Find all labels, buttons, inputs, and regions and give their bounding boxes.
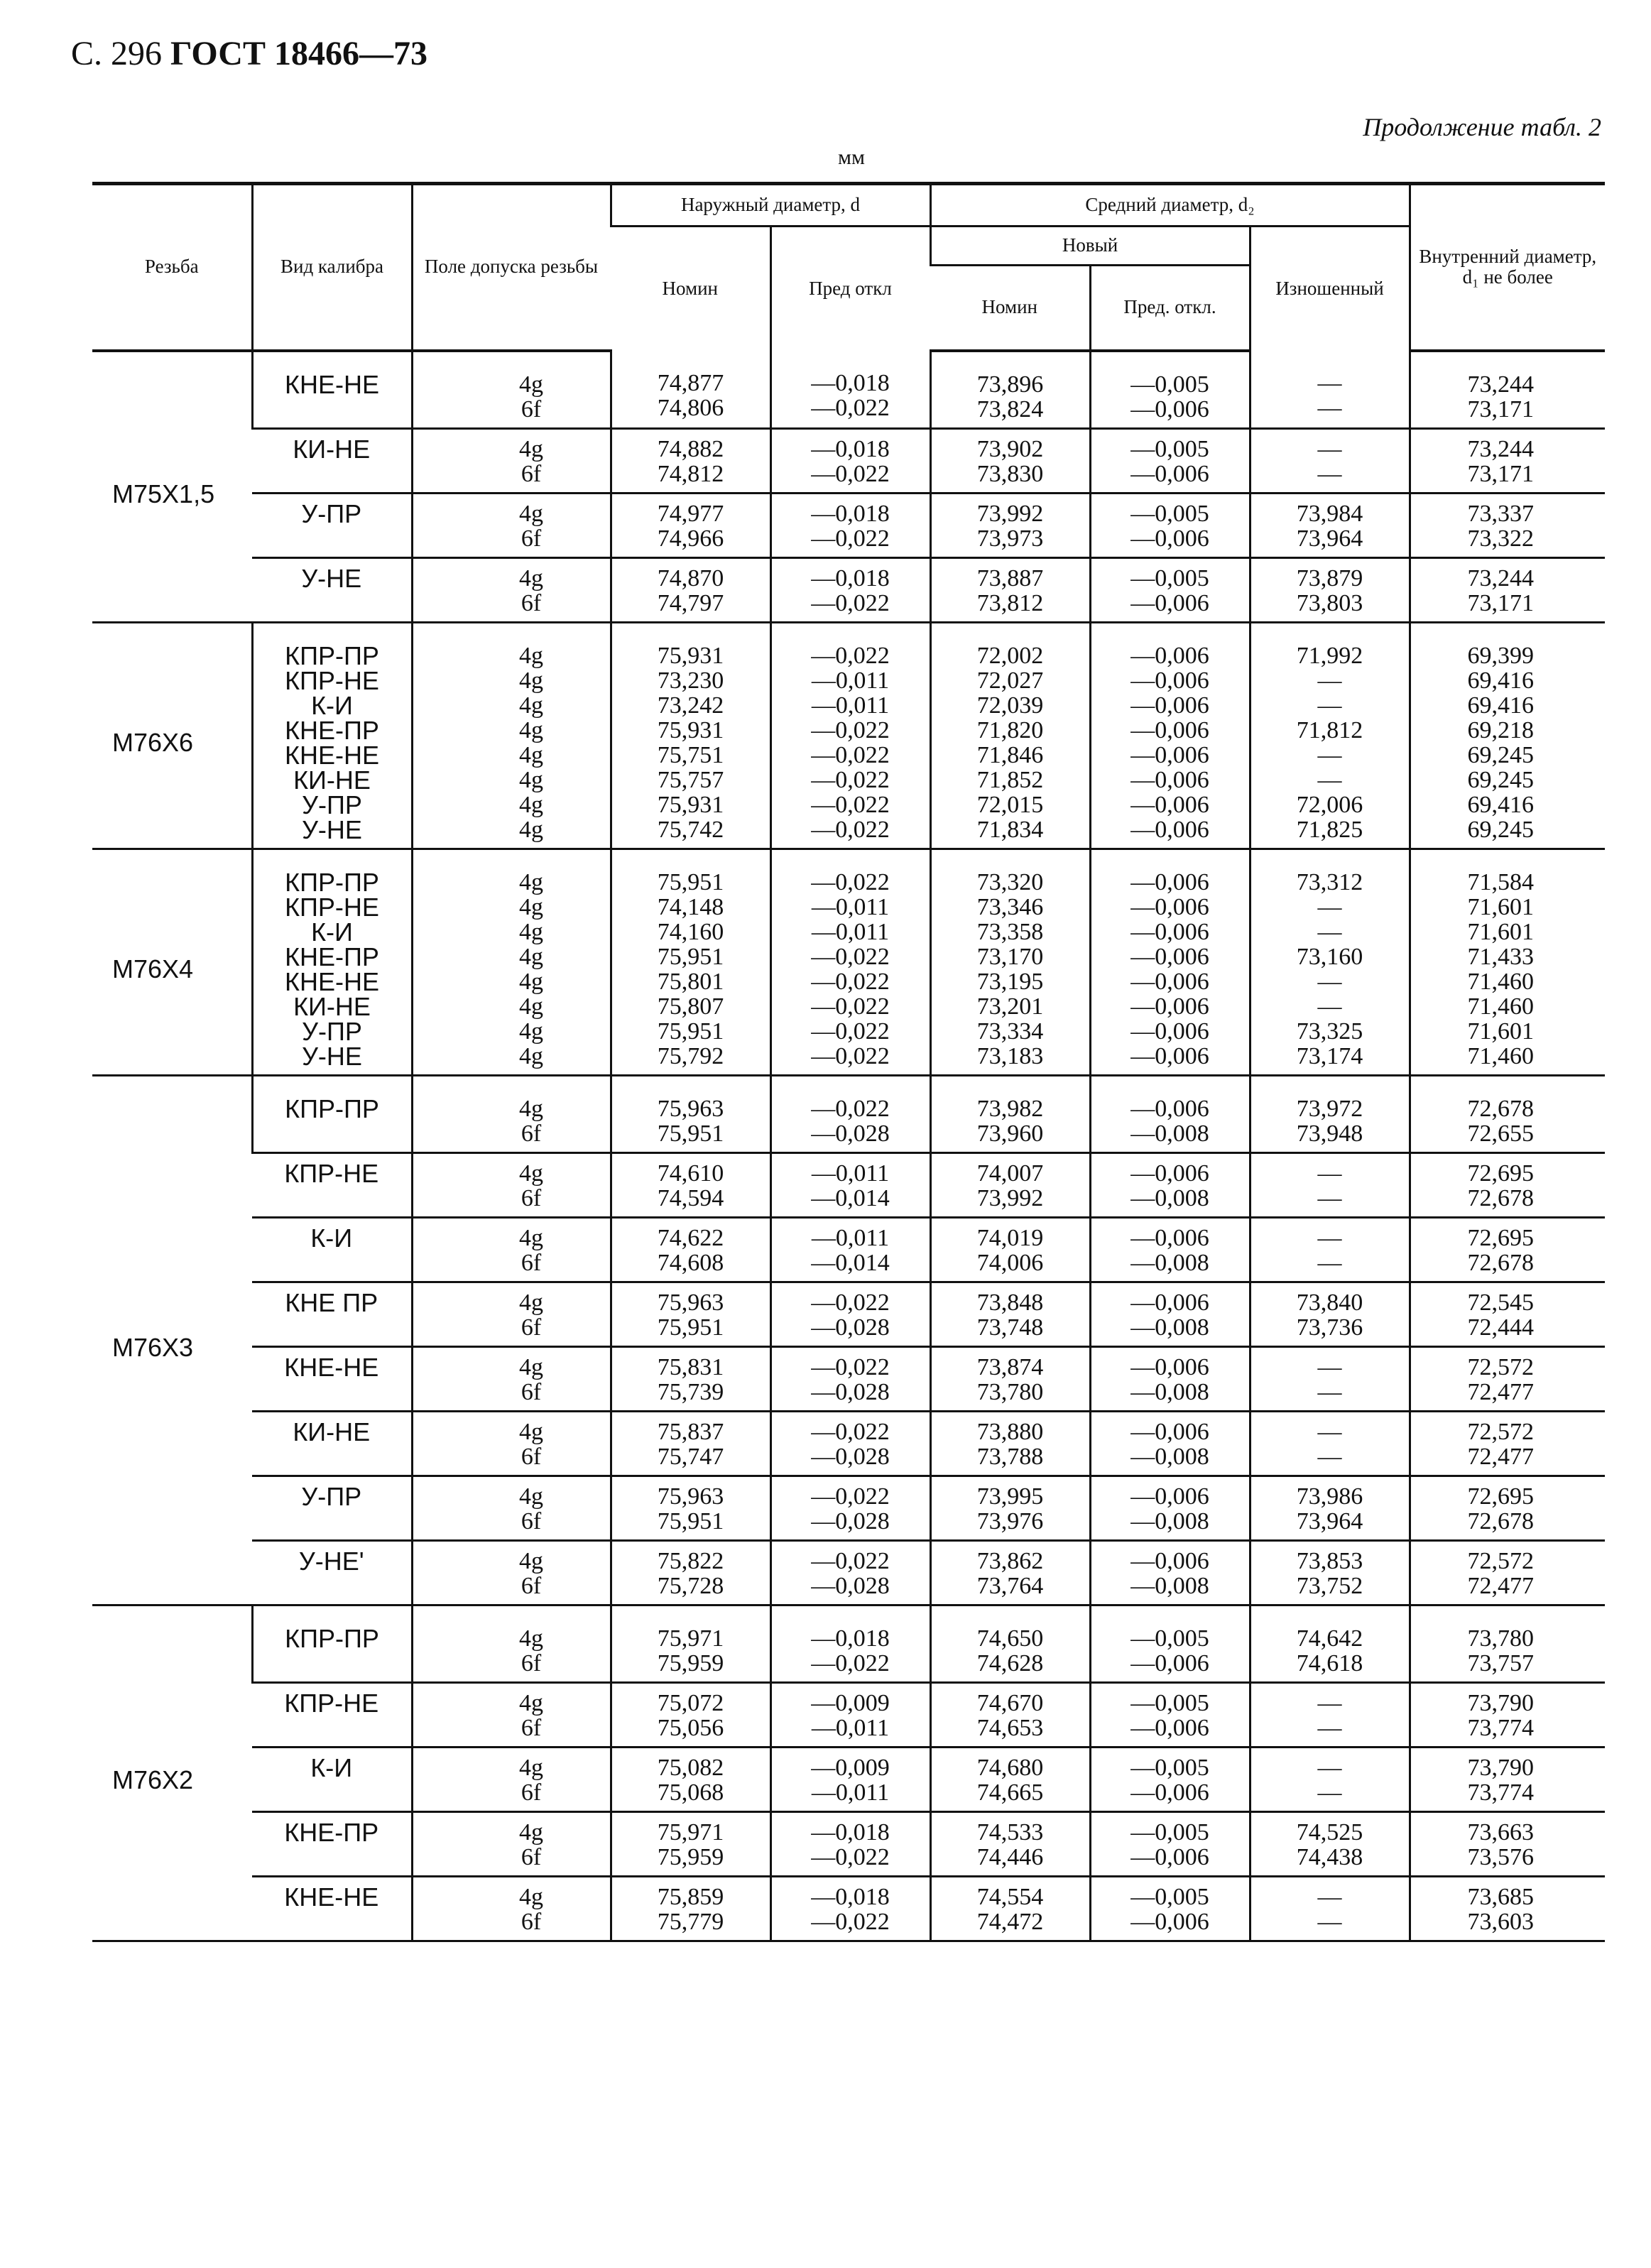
tolerance-cell: 4g 6f: [412, 428, 611, 493]
outer-deviation-cell: —0,022 —0,028: [770, 1075, 930, 1152]
mean-nominal-cell: 73,874 73,780: [930, 1346, 1090, 1411]
worn-cell: — —: [1250, 1682, 1410, 1747]
col-mean-nominal: Номин: [930, 266, 1090, 351]
mean-nominal-cell: 74,650 74,628: [930, 1605, 1090, 1682]
col-worn: Изношенный: [1250, 227, 1410, 351]
worn-cell: 73,312 — — 73,160 — — 73,325 73,174: [1250, 849, 1410, 1075]
outer-deviation-cell: —0,022 —0,028: [770, 1411, 930, 1476]
mean-deviation-cell: —0,006 —0,006 —0,006 —0,006 —0,006 —0,006 —0,006 —0,006: [1090, 622, 1250, 849]
worn-cell: — —: [1250, 1876, 1410, 1941]
inner-diameter-cell: 73,685 73,603: [1410, 1876, 1605, 1941]
tolerance-cell: 4g 6f: [412, 1476, 611, 1540]
gauge-type-cell: У-НЕ': [252, 1540, 412, 1605]
worn-cell: 74,525 74,438: [1250, 1811, 1410, 1876]
outer-deviation-cell: —0,022 —0,028: [770, 1476, 930, 1540]
gauge-type-cell: КПР-НЕ: [252, 1682, 412, 1747]
tolerance-cell: 4g 6f: [412, 1346, 611, 1411]
worn-cell: 73,986 73,964: [1250, 1476, 1410, 1540]
inner-diameter-cell: 72,678 72,655: [1410, 1075, 1605, 1152]
tolerance-cell: 4g 4g 4g 4g 4g 4g 4g 4g: [412, 849, 611, 1075]
tolerance-cell: 4g 4g 4g 4g 4g 4g 4g 4g: [412, 622, 611, 849]
outer-nominal-cell: 74,622 74,608: [611, 1217, 770, 1282]
tolerance-cell: 4g 6f: [412, 1152, 611, 1217]
table-row: [92, 1075, 1605, 1152]
mean-nominal-cell: 73,862 73,764: [930, 1540, 1090, 1605]
worn-cell: — —: [1250, 351, 1410, 429]
tolerance-cell: 4g 6f: [412, 493, 611, 557]
mean-deviation-cell: —0,005 —0,006: [1090, 1811, 1250, 1876]
mean-deviation-cell: —0,005 —0,006: [1090, 1747, 1250, 1811]
tolerance-cell: 4g 6f: [412, 1747, 611, 1811]
inner-diameter-cell: 73,790 73,774: [1410, 1747, 1605, 1811]
mean-deviation-cell: —0,006 —0,008: [1090, 1282, 1250, 1346]
mean-deviation-cell: —0,005 —0,006: [1090, 351, 1250, 429]
outer-deviation-cell: —0,022 —0,011 —0,011 —0,022 —0,022 —0,022 —0,022 —0,022: [770, 849, 930, 1075]
gauge-type-cell: У-НЕ: [252, 557, 412, 622]
mean-nominal-cell: 73,320 73,346 73,358 73,170 73,195 73,201 73,334 73,183: [930, 849, 1090, 1075]
outer-nominal-cell: 74,977 74,966: [611, 493, 770, 557]
worn-cell: 73,840 73,736: [1250, 1282, 1410, 1346]
tolerance-cell: 4g 6f: [412, 351, 611, 429]
col-new: Новый: [930, 227, 1250, 266]
tolerance-cell: 4g 6f: [412, 1811, 611, 1876]
gauge-type-cell: КНЕ-НЕ: [252, 1876, 412, 1941]
col-tolerance: Поле допуска резьбы: [412, 184, 611, 351]
mean-deviation-cell: —0,006 —0,008: [1090, 1075, 1250, 1152]
col-thread: Резьба: [92, 184, 252, 351]
mean-nominal-cell: 74,019 74,006: [930, 1217, 1090, 1282]
outer-deviation-cell: —0,022 —0,028: [770, 1282, 930, 1346]
gauge-type-cell: КНЕ-ПР: [252, 1811, 412, 1876]
worn-cell: — —: [1250, 1217, 1410, 1282]
outer-deviation-cell: —0,018 —0,022: [770, 1605, 930, 1682]
mean-nominal-cell: 73,887 73,812: [930, 557, 1090, 622]
mean-deviation-cell: —0,006 —0,008: [1090, 1540, 1250, 1605]
mean-deviation-cell: —0,005 —0,006: [1090, 493, 1250, 557]
thread-cell: М76Х4: [92, 849, 252, 1075]
worn-cell: 74,642 74,618: [1250, 1605, 1410, 1682]
tolerance-cell: 4g 6f: [412, 1605, 611, 1682]
tolerance-cell: 4g 6f: [412, 1540, 611, 1605]
gauge-type-cell: КПР-ПР: [252, 1075, 412, 1152]
standard-title: ГОСТ 18466—73: [170, 35, 427, 72]
mean-deviation-cell: —0,006 —0,008: [1090, 1152, 1250, 1217]
table-row: [92, 351, 1605, 429]
worn-cell: 73,853 73,752: [1250, 1540, 1410, 1605]
mean-nominal-cell: 73,848 73,748: [930, 1282, 1090, 1346]
gauge-type-cell: КИ-НЕ: [252, 1411, 412, 1476]
inner-diameter-cell: 72,695 72,678: [1410, 1217, 1605, 1282]
gauge-type-cell: КНЕ-НЕ: [252, 1346, 412, 1411]
mean-nominal-cell: 73,992 73,973: [930, 493, 1090, 557]
table-row: [92, 622, 1605, 849]
inner-diameter-cell: 72,545 72,444: [1410, 1282, 1605, 1346]
gauge-type-cell: У-ПР: [252, 493, 412, 557]
inner-diameter-cell: 71,584 71,601 71,601 71,433 71,460 71,460 71,601 71,460: [1410, 849, 1605, 1075]
mean-nominal-cell: 73,896 73,824: [930, 351, 1090, 429]
mean-deviation-cell: —0,005 —0,006: [1090, 1682, 1250, 1747]
mean-nominal-cell: 73,982 73,960: [930, 1075, 1090, 1152]
mean-nominal-cell: 74,670 74,653: [930, 1682, 1090, 1747]
col-mean-deviation: Пред. откл.: [1090, 266, 1250, 351]
gauge-type-cell: У-ПР: [252, 1476, 412, 1540]
col-outer-deviation: Пред откл: [770, 227, 930, 351]
outer-nominal-cell: 74,882 74,812: [611, 428, 770, 493]
outer-nominal-cell: 75,072 75,056: [611, 1682, 770, 1747]
mean-nominal-cell: 73,880 73,788: [930, 1411, 1090, 1476]
mean-deviation-cell: —0,006 —0,006 —0,006 —0,006 —0,006 —0,006 —0,006 —0,006: [1090, 849, 1250, 1075]
gauge-type-cell: КПР-ПР КПР-НЕ К-И КНЕ-ПР КНЕ-НЕ КИ-НЕ У-ПР У-НЕ: [252, 622, 412, 849]
tolerance-cell: 4g 6f: [412, 1217, 611, 1282]
gauge-type-cell: К-И: [252, 1747, 412, 1811]
outer-nominal-cell: 74,877 74,806: [611, 351, 770, 429]
worn-cell: — —: [1250, 1411, 1410, 1476]
mean-nominal-cell: 74,533 74,446: [930, 1811, 1090, 1876]
gauge-type-cell: КПР-ПР: [252, 1605, 412, 1682]
inner-diameter-cell: 72,695 72,678: [1410, 1476, 1605, 1540]
outer-nominal-cell: 75,963 75,951: [611, 1075, 770, 1152]
col-outer-diameter: Наружный диаметр, d: [611, 184, 930, 227]
mean-deviation-cell: —0,006 —0,008: [1090, 1476, 1250, 1540]
outer-deviation-cell: —0,018 —0,022: [770, 493, 930, 557]
outer-nominal-cell: 75,951 74,148 74,160 75,951 75,801 75,807 75,951 75,792: [611, 849, 770, 1075]
inner-diameter-cell: 69,399 69,416 69,416 69,218 69,245 69,245 69,416 69,245: [1410, 622, 1605, 849]
mean-deviation-cell: —0,006 —0,008: [1090, 1346, 1250, 1411]
table-row: [92, 1282, 1605, 1346]
inner-diameter-cell: 72,572 72,477: [1410, 1346, 1605, 1411]
table-row: [92, 1411, 1605, 1476]
mean-nominal-cell: 74,007 73,992: [930, 1152, 1090, 1217]
table-row: [92, 1682, 1605, 1747]
tolerance-cell: 4g 6f: [412, 1411, 611, 1476]
page-number: С. 296: [71, 35, 163, 72]
tolerance-cell: 4g 6f: [412, 1075, 611, 1152]
outer-deviation-cell: —0,022 —0,011 —0,011 —0,022 —0,022 —0,022 —0,022 —0,022: [770, 622, 930, 849]
mean-deviation-cell: —0,005 —0,006: [1090, 1876, 1250, 1941]
thread-cell: М76Х6: [92, 622, 252, 849]
outer-nominal-cell: 74,610 74,594: [611, 1152, 770, 1217]
col-gauge-type: Вид калибра: [252, 184, 412, 351]
table-row: [92, 849, 1605, 1075]
worn-cell: 73,984 73,964: [1250, 493, 1410, 557]
outer-nominal-cell: 75,082 75,068: [611, 1747, 770, 1811]
outer-nominal-cell: 74,870 74,797: [611, 557, 770, 622]
outer-deviation-cell: —0,018 —0,022: [770, 1811, 930, 1876]
worn-cell: — —: [1250, 1346, 1410, 1411]
table-row: [92, 1346, 1605, 1411]
gauge-type-cell: КПР-НЕ: [252, 1152, 412, 1217]
inner-diameter-cell: 72,572 72,477: [1410, 1411, 1605, 1476]
col-outer-nominal: Номин: [662, 277, 718, 299]
unit-label: мм: [838, 146, 865, 169]
table-row: [92, 1217, 1605, 1282]
mean-nominal-cell: 72,002 72,027 72,039 71,820 71,846 71,852 72,015 71,834: [930, 622, 1090, 849]
worn-cell: 73,879 73,803: [1250, 557, 1410, 622]
thread-cell: М75Х1,5: [92, 351, 252, 623]
inner-diameter-cell: 73,244 73,171: [1410, 557, 1605, 622]
gauge-type-cell: КНЕ ПР: [252, 1282, 412, 1346]
outer-deviation-cell: —0,018 —0,022: [770, 351, 930, 429]
mean-nominal-cell: 74,554 74,472: [930, 1876, 1090, 1941]
mean-deviation-cell: —0,005 —0,006: [1090, 428, 1250, 493]
worn-cell: — —: [1250, 1747, 1410, 1811]
tolerance-cell: 4g 6f: [412, 1282, 611, 1346]
table-row: [92, 1540, 1605, 1605]
page-header: [71, 34, 427, 73]
gauge-type-cell: КПР-ПР КПР-НЕ К-И КНЕ-ПР КНЕ-НЕ КИ-НЕ У-ПР У-НЕ: [252, 849, 412, 1075]
inner-diameter-cell: 73,244 73,171: [1410, 428, 1605, 493]
table-row: [92, 1747, 1605, 1811]
continuation-label: Продолжение табл. 2: [1363, 113, 1601, 141]
outer-nominal-cell: 75,822 75,728: [611, 1540, 770, 1605]
inner-diameter-cell: 73,663 73,576: [1410, 1811, 1605, 1876]
worn-cell: 71,992 — — 71,812 — — 72,006 71,825: [1250, 622, 1410, 849]
inner-diameter-cell: 73,780 73,757: [1410, 1605, 1605, 1682]
outer-deviation-cell: —0,018 —0,022: [770, 1876, 930, 1941]
outer-nominal-cell: 75,931 73,230 73,242 75,931 75,751 75,757 75,931 75,742: [611, 622, 770, 849]
tolerance-cell: 4g 6f: [412, 1876, 611, 1941]
outer-deviation-cell: —0,018 —0,022: [770, 557, 930, 622]
table-row: [92, 1605, 1605, 1682]
inner-diameter-cell: 73,790 73,774: [1410, 1682, 1605, 1747]
mean-nominal-cell: 74,680 74,665: [930, 1747, 1090, 1811]
gauge-type-cell: К-И: [252, 1217, 412, 1282]
table-row: [92, 493, 1605, 557]
table-row: [92, 557, 1605, 622]
thread-cell: М76Х3: [92, 1075, 252, 1605]
gauge-type-cell: КНЕ-НЕ: [252, 351, 412, 429]
mean-nominal-cell: 73,995 73,976: [930, 1476, 1090, 1540]
inner-diameter-cell: 73,244 73,171: [1410, 351, 1605, 429]
thread-cell: М76Х2: [92, 1605, 252, 1941]
inner-diameter-cell: 72,695 72,678: [1410, 1152, 1605, 1217]
outer-nominal-cell: 75,971 75,959: [611, 1605, 770, 1682]
worn-cell: 73,972 73,948: [1250, 1075, 1410, 1152]
worn-cell: — —: [1250, 1152, 1410, 1217]
gauge-type-cell: КИ-НЕ: [252, 428, 412, 493]
outer-deviation-cell: —0,018 —0,022: [770, 428, 930, 493]
col-mean-diameter: Средний диаметр, d₂: [930, 184, 1410, 227]
tolerance-cell: 4g 6f: [412, 557, 611, 622]
mean-nominal-cell: 73,902 73,830: [930, 428, 1090, 493]
gauge-table: [92, 182, 1605, 1942]
outer-deviation-cell: —0,011 —0,014: [770, 1217, 930, 1282]
table-row: [92, 1811, 1605, 1876]
worn-cell: — —: [1250, 428, 1410, 493]
mean-deviation-cell: —0,005 —0,006: [1090, 1605, 1250, 1682]
table-body: [92, 351, 1605, 1941]
inner-diameter-cell: 72,572 72,477: [1410, 1540, 1605, 1605]
inner-diameter-cell: 73,337 73,322: [1410, 493, 1605, 557]
table-row: [92, 1152, 1605, 1217]
outer-nominal-cell: 75,971 75,959: [611, 1811, 770, 1876]
table-row: [92, 1876, 1605, 1941]
table-row: [92, 1476, 1605, 1540]
mean-deviation-cell: —0,005 —0,006: [1090, 557, 1250, 622]
mean-deviation-cell: —0,006 —0,008: [1090, 1217, 1250, 1282]
table-row: [92, 428, 1605, 493]
outer-deviation-cell: —0,022 —0,028: [770, 1540, 930, 1605]
outer-nominal-cell: 75,963 75,951: [611, 1282, 770, 1346]
outer-nominal-cell: 75,859 75,779: [611, 1876, 770, 1941]
mean-deviation-cell: —0,006 —0,008: [1090, 1411, 1250, 1476]
tolerance-cell: 4g 6f: [412, 1682, 611, 1747]
col-inner-diameter: Внутренний диаметр, d₁ не более: [1410, 184, 1605, 351]
outer-deviation-cell: —0,009 —0,011: [770, 1682, 930, 1747]
outer-deviation-cell: —0,009 —0,011: [770, 1747, 930, 1811]
outer-nominal-cell: 75,963 75,951: [611, 1476, 770, 1540]
outer-nominal-cell: 75,837 75,747: [611, 1411, 770, 1476]
outer-deviation-cell: —0,011 —0,014: [770, 1152, 930, 1217]
outer-deviation-cell: —0,022 —0,028: [770, 1346, 930, 1411]
outer-nominal-cell: 75,831 75,739: [611, 1346, 770, 1411]
